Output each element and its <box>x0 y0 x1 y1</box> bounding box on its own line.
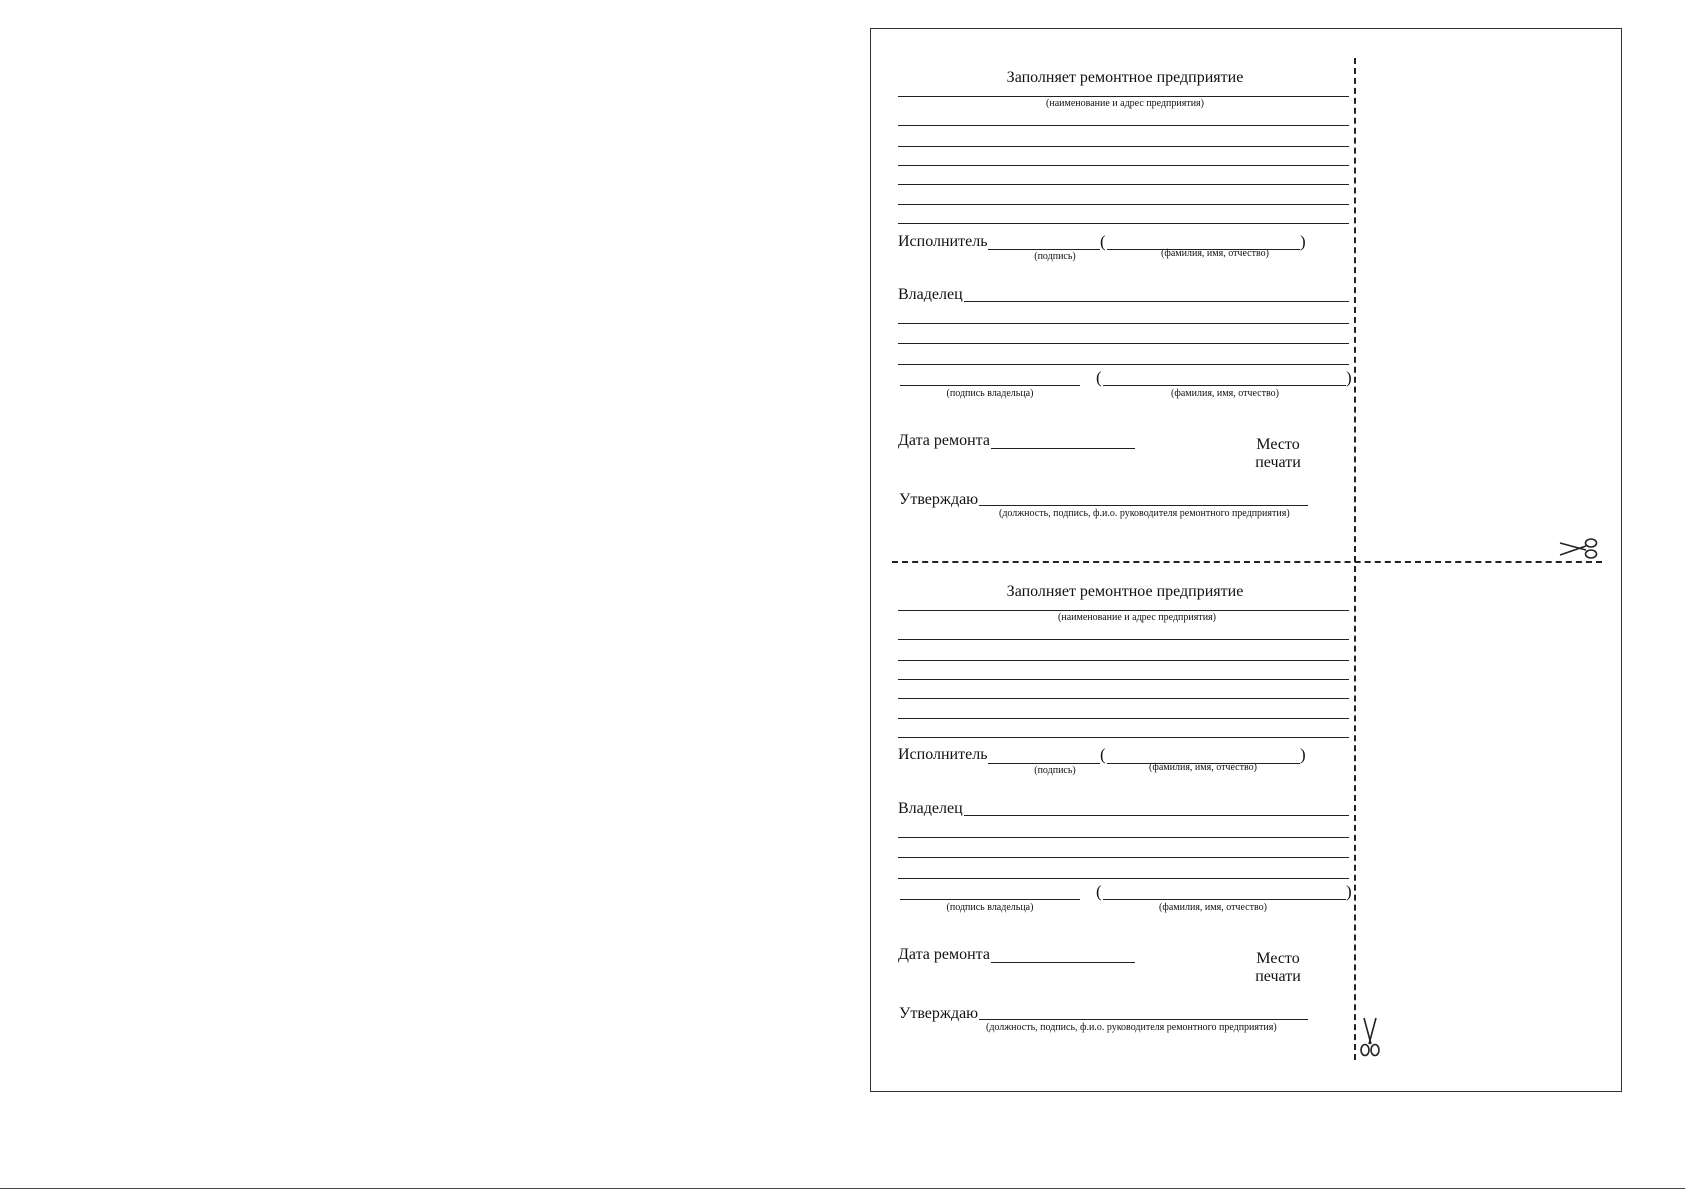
enterprise-line <box>898 610 1349 611</box>
blank-line <box>898 184 1349 185</box>
blank-line <box>898 165 1349 166</box>
signature-hint: (подпись) <box>1034 765 1076 776</box>
blank-line <box>898 698 1349 699</box>
owner-signature-hint: (подпись владельца) <box>946 902 1034 913</box>
executor-signature-line <box>988 249 1100 250</box>
blank-line <box>898 737 1349 738</box>
enterprise-hint: (наименование и адрес предприятия) <box>1046 98 1204 109</box>
owner-fio-line <box>1103 899 1346 900</box>
stamp-place: Место <box>1256 950 1300 967</box>
scissors-icon <box>1558 536 1600 560</box>
owner-label: Владелец <box>898 286 963 303</box>
paren-open: ( <box>1096 882 1102 901</box>
repair-date-label: Дата ремонта <box>898 432 990 449</box>
blank-line <box>898 837 1349 838</box>
paren-close: ) <box>1346 882 1352 901</box>
stamp-place: печати <box>1255 968 1301 985</box>
signature-hint: (подпись) <box>1034 251 1076 262</box>
owner-fio-line <box>1103 385 1346 386</box>
paren-close: ) <box>1300 745 1306 764</box>
enterprise-hint: (наименование и адрес предприятия) <box>1058 612 1216 623</box>
approve-line <box>979 1019 1308 1020</box>
coupon-frame <box>870 28 1622 1092</box>
executor-label: Исполнитель <box>898 746 988 763</box>
blank-line <box>898 323 1349 324</box>
fio-hint: (фамилия, имя, отчество) <box>1161 248 1269 259</box>
owner-line <box>964 301 1349 302</box>
blank-line <box>898 718 1349 719</box>
blank-line <box>898 857 1349 858</box>
stamp-place: Место <box>1256 436 1300 453</box>
repair-date-line <box>991 962 1135 963</box>
repair-date-line <box>991 448 1135 449</box>
blank-line <box>898 364 1349 365</box>
paren-close: ) <box>1300 232 1306 251</box>
executor-signature-line <box>988 763 1100 764</box>
stamp-place: печати <box>1255 454 1301 471</box>
paren-open: ( <box>1096 368 1102 387</box>
owner-signature-hint: (подпись владельца) <box>946 388 1034 399</box>
blank-line <box>898 679 1349 680</box>
owner-line <box>964 815 1349 816</box>
approve-label: Утверждаю <box>899 1005 979 1022</box>
owner-signature-line <box>900 899 1080 900</box>
approve-hint: (должность, подпись, ф.и.о. руководителя ремонтного предприятия) <box>986 1022 1277 1033</box>
approve-label: Утверждаю <box>899 491 979 508</box>
blank-line <box>898 639 1349 640</box>
fio-hint: (фамилия, имя, отчество) <box>1171 388 1279 399</box>
page-bottom-rule <box>0 1188 1685 1189</box>
form-heading: Заполняет ремонтное предприятие <box>1006 69 1244 86</box>
owner-signature-line <box>900 385 1080 386</box>
blank-line <box>898 125 1349 126</box>
horizontal-cut-line <box>892 561 1602 563</box>
fio-hint: (фамилия, имя, отчество) <box>1149 762 1257 773</box>
paren-open: ( <box>1100 745 1106 764</box>
blank-line <box>898 878 1349 879</box>
approve-hint: (должность, подпись, ф.и.о. руководителя ремонтного предприятия) <box>999 508 1290 519</box>
scissors-icon <box>1358 1016 1382 1058</box>
blank-line <box>898 660 1349 661</box>
executor-label: Исполнитель <box>898 233 988 250</box>
paren-open: ( <box>1100 232 1106 251</box>
vertical-cut-line <box>1354 58 1356 1060</box>
owner-label: Владелец <box>898 800 963 817</box>
blank-line <box>898 223 1349 224</box>
paren-close: ) <box>1346 368 1352 387</box>
form-heading: Заполняет ремонтное предприятие <box>1006 583 1244 600</box>
fio-hint: (фамилия, имя, отчество) <box>1159 902 1267 913</box>
approve-line <box>979 505 1308 506</box>
blank-line <box>898 204 1349 205</box>
enterprise-line <box>898 96 1349 97</box>
blank-line <box>898 343 1349 344</box>
repair-date-label: Дата ремонта <box>898 946 990 963</box>
blank-line <box>898 146 1349 147</box>
